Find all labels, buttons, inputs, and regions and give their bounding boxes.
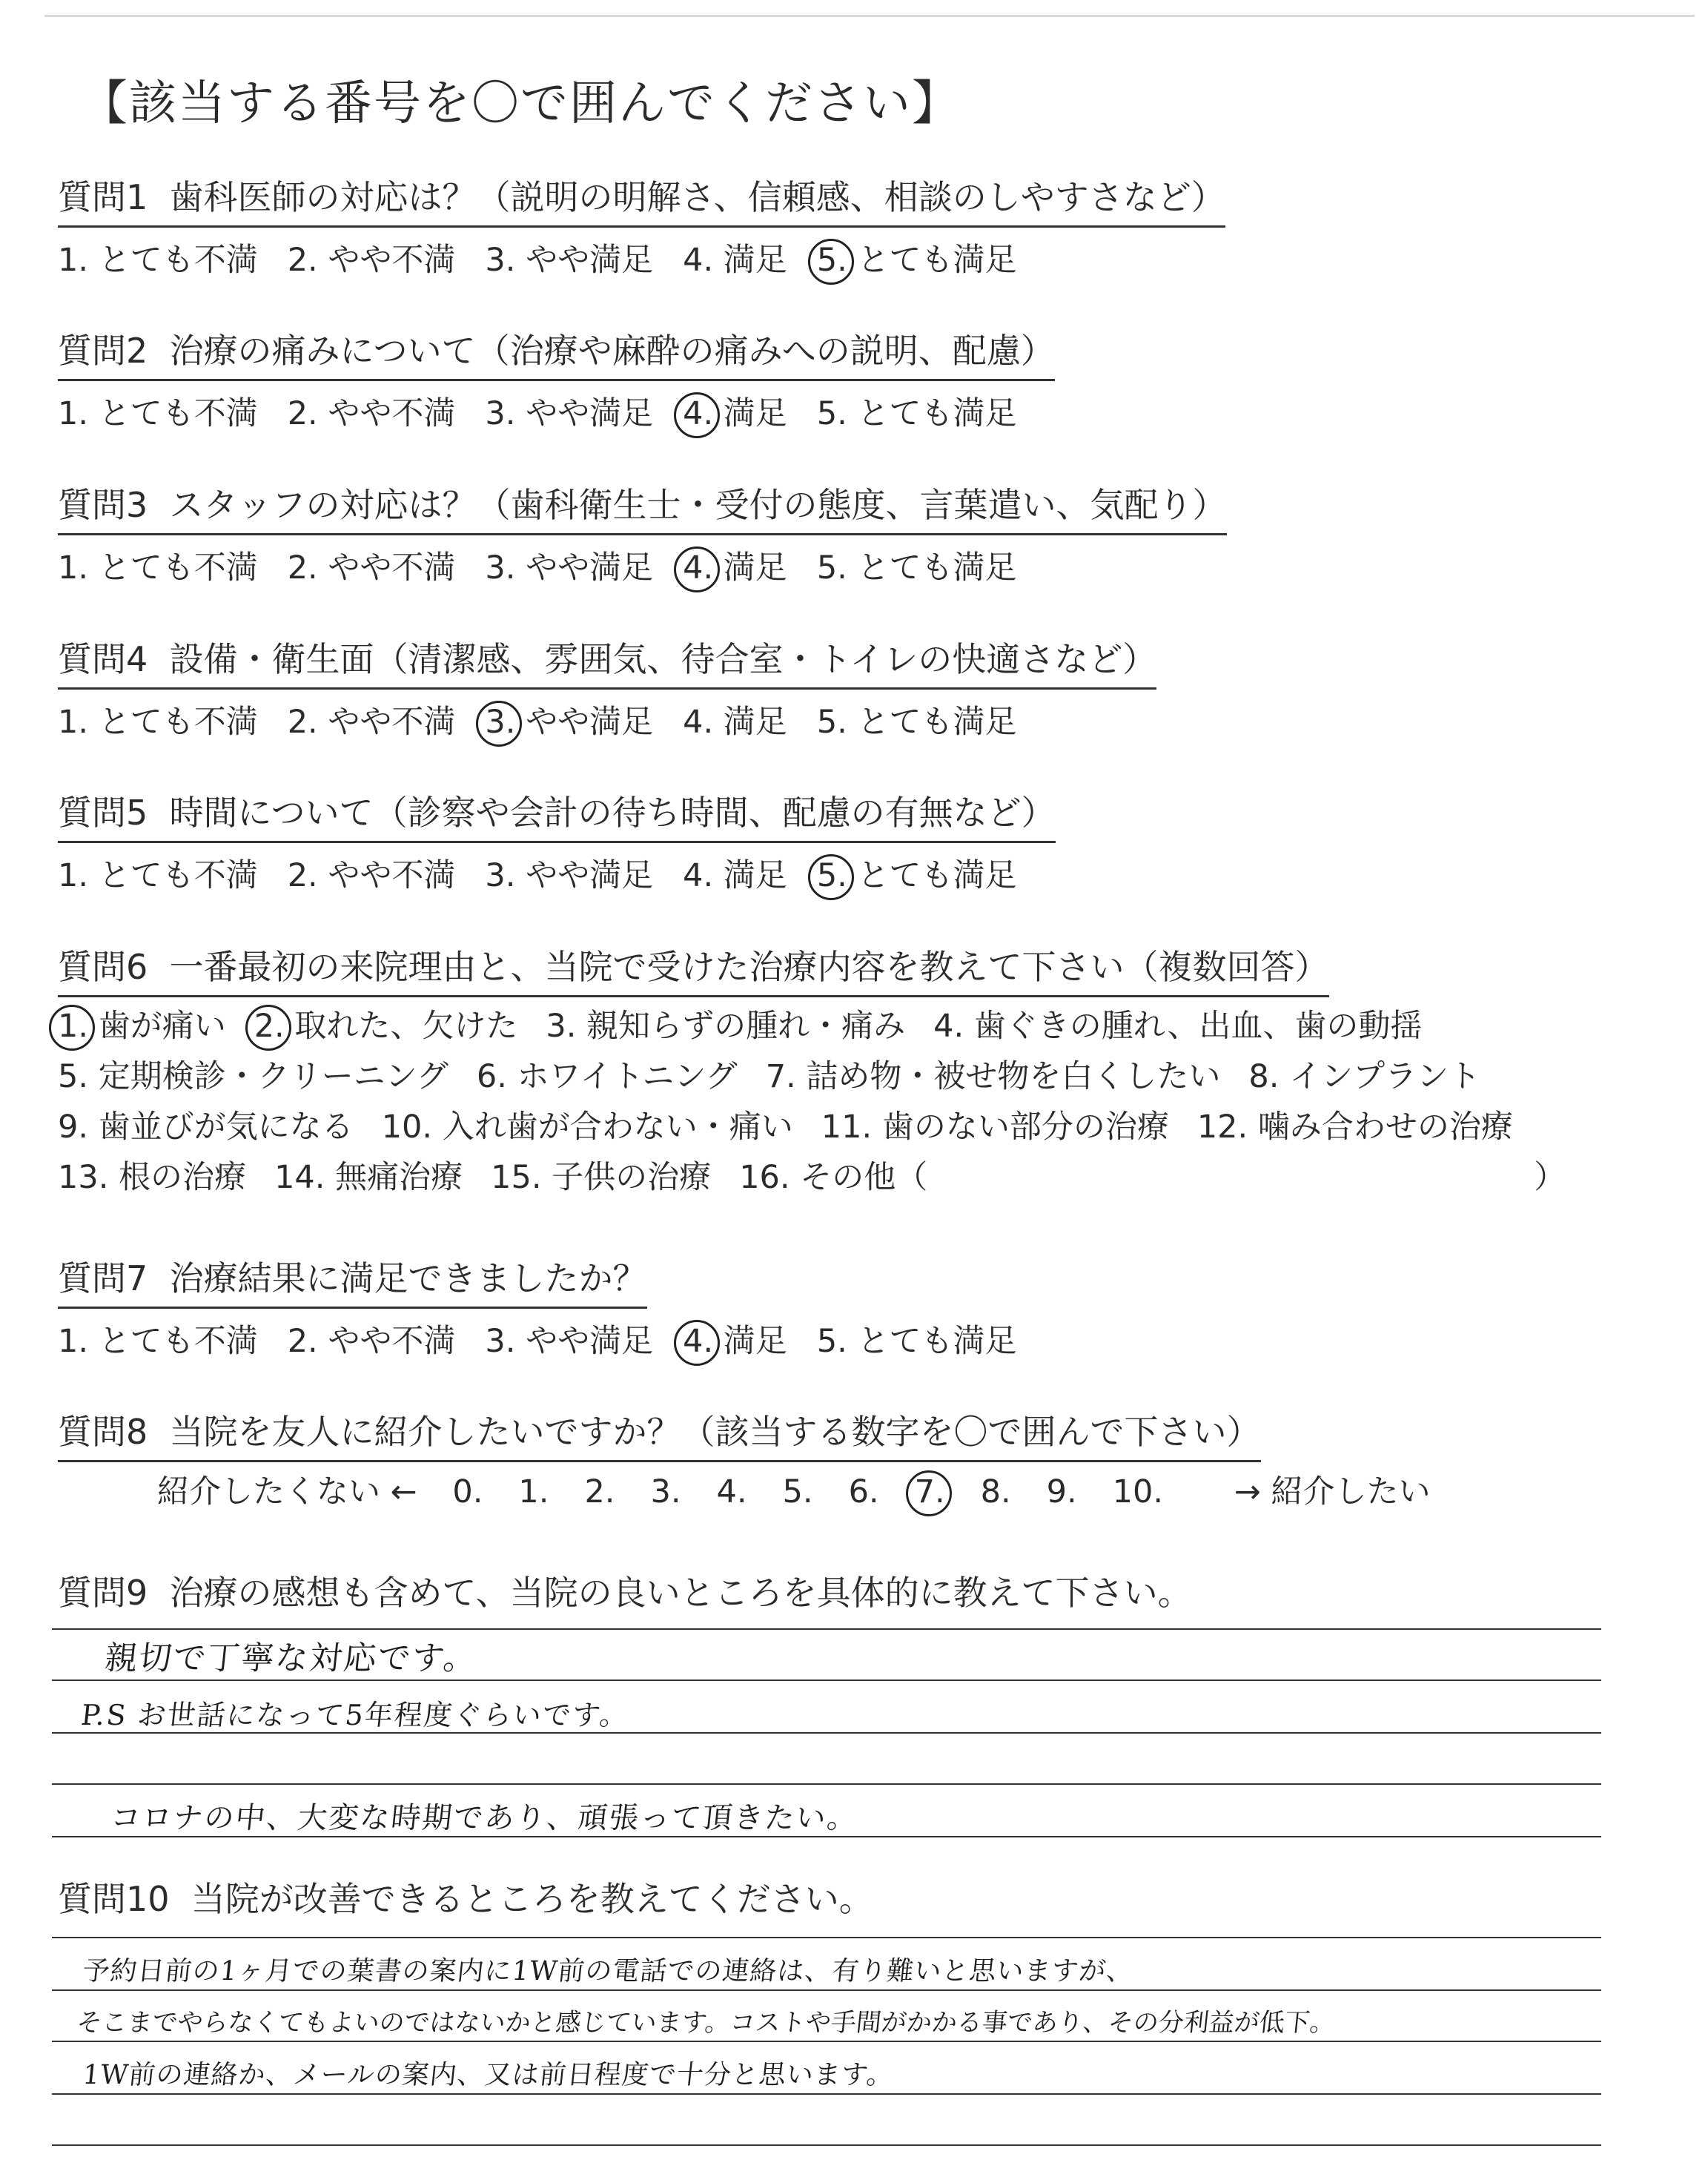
rating-option[interactable]	[817, 851, 1017, 896]
option-number: 4.	[933, 1008, 964, 1045]
option-number: 4.	[683, 395, 714, 432]
q6-option[interactable]	[274, 1152, 463, 1198]
option-number: 7.	[765, 1058, 796, 1095]
question-1-options	[58, 235, 1225, 280]
option-label: 詰め物・被せ物を白くしたい	[795, 1058, 1221, 1095]
question-2	[58, 324, 1055, 434]
rating-option[interactable]	[288, 1316, 456, 1361]
rating-option[interactable]	[817, 1316, 1017, 1361]
option-label: 満足	[713, 242, 787, 279]
rating-option[interactable]	[288, 851, 456, 896]
question-10-title: 質問10 当院が改善できるところを教えてください。	[58, 1879, 873, 1919]
option-label: 満足	[713, 704, 787, 741]
option-number: 2.	[287, 395, 318, 432]
question-6-options-row-3	[58, 1102, 1541, 1147]
option-number: 2.	[287, 242, 318, 279]
rating-option[interactable]	[485, 851, 653, 896]
option-label: やや不満	[317, 549, 456, 587]
option-label: やや満足	[515, 549, 654, 587]
scale-number[interactable]: 0.	[452, 1473, 483, 1510]
option-label: とても不満	[88, 549, 258, 587]
q6-option[interactable]	[546, 1001, 905, 1046]
option-number: 2.	[287, 1323, 318, 1360]
question-5-title: 質問5 時間について（診察や会計の待ち時間、配慮の有無など）	[58, 786, 1056, 843]
rule-line	[52, 1937, 1601, 1938]
rating-option[interactable]	[58, 851, 258, 896]
q6-option[interactable]	[254, 1001, 518, 1046]
question-8	[58, 1405, 1261, 1462]
q9-answer-line-2: P.S お世話になって5年程度ぐらいです。	[79, 1699, 632, 1731]
option-label: インプラント	[1279, 1058, 1481, 1095]
option-number: 5.	[816, 395, 847, 432]
q6-option[interactable]	[58, 1152, 246, 1198]
q6-option[interactable]	[1197, 1102, 1513, 1147]
rating-option[interactable]	[683, 851, 787, 896]
option-label: とても満足	[847, 704, 1017, 741]
q10-answer-line-1: 予約日前の1ヶ月での葉書の案内に1W前の電話での連絡は、有り難いと思いますが、	[81, 1956, 1136, 1986]
rule-line	[52, 1989, 1601, 1991]
option-label: やや不満	[317, 704, 456, 741]
scale-number[interactable]: 8.	[980, 1473, 1011, 1510]
question-7-title: 質問7 治療結果に満足できましたか？	[58, 1252, 647, 1309]
rating-option[interactable]	[817, 389, 1017, 434]
rule-line	[52, 1783, 1601, 1785]
option-number: 5.	[816, 857, 847, 894]
rule-line	[52, 1628, 1601, 1630]
scale-number[interactable]: 9.	[1046, 1473, 1077, 1510]
option-label: とても満足	[847, 857, 1017, 894]
option-label: とても不満	[88, 1323, 258, 1360]
q9-answer-line-1: 親切で丁寧な対応です。	[102, 1639, 480, 1677]
option-number: 1.	[58, 1323, 89, 1360]
option-number: 16.	[739, 1159, 790, 1196]
q6-option[interactable]	[821, 1102, 1169, 1147]
option-label: やや不満	[317, 395, 456, 432]
question-5-options	[58, 851, 1056, 896]
option-number: 2.	[254, 1008, 285, 1045]
option-label: 取れた、欠けた	[284, 1008, 518, 1045]
rating-option[interactable]	[288, 543, 456, 588]
option-label: 歯が痛い	[88, 1008, 226, 1045]
rating-option[interactable]	[683, 389, 787, 434]
question-6-options-row-1	[58, 1001, 1450, 1046]
question-1	[58, 171, 1225, 280]
scale-number[interactable]: 4.	[716, 1473, 747, 1510]
option-label: 噛み合わせの治療	[1248, 1109, 1513, 1146]
option-number: 4.	[683, 549, 714, 587]
option-number: 4.	[683, 704, 714, 741]
option-label: とても満足	[847, 395, 1017, 432]
scale-numbers	[452, 1473, 1199, 1510]
option-label: やや満足	[515, 1323, 654, 1360]
rating-option[interactable]	[58, 543, 258, 588]
option-label: 満足	[713, 1323, 787, 1360]
rating-option[interactable]	[683, 543, 787, 588]
option-label: その他（	[790, 1159, 928, 1196]
rating-option[interactable]	[485, 235, 653, 280]
option-label: とても不満	[88, 242, 258, 279]
option-number: 3.	[546, 1008, 577, 1045]
question-6-options-row-4	[58, 1152, 1566, 1198]
rating-option[interactable]	[485, 697, 653, 742]
scale-number[interactable]: 1.	[518, 1473, 549, 1510]
option-number: 5.	[816, 242, 847, 279]
question-2-options	[58, 389, 1055, 434]
option-label: 歯のない部分の治療	[872, 1109, 1169, 1146]
question-7-options	[58, 1316, 1047, 1361]
other-close-paren: ）	[1534, 1159, 1566, 1196]
question-7	[58, 1252, 1047, 1361]
q6-option[interactable]	[739, 1152, 927, 1198]
rating-option[interactable]	[817, 235, 1017, 280]
option-number: 5.	[816, 1323, 847, 1360]
option-label: とても満足	[847, 242, 1017, 279]
rating-option[interactable]	[485, 543, 653, 588]
rating-option[interactable]	[485, 1316, 653, 1361]
q6-option[interactable]	[58, 1001, 226, 1046]
option-label: 無痛治療	[325, 1159, 463, 1196]
rule-line	[52, 2144, 1601, 2146]
question-3-options	[58, 543, 1227, 588]
option-number: 2.	[287, 549, 318, 587]
rating-option[interactable]	[288, 697, 456, 742]
rating-option[interactable]	[288, 389, 456, 434]
scale-number[interactable]: 5.	[782, 1473, 813, 1510]
question-5	[58, 786, 1056, 896]
rating-option[interactable]	[683, 235, 787, 280]
question-8-scale	[157, 1467, 1455, 1512]
option-number: 1.	[58, 1008, 89, 1045]
rating-option[interactable]	[58, 697, 258, 742]
rating-option[interactable]	[58, 389, 258, 434]
rating-option[interactable]	[58, 235, 258, 280]
question-4-title: 質問4 設備・衛生面（清潔感、雰囲気、待合室・トイレの快適さなど）	[58, 633, 1156, 690]
scale-number[interactable]: 10.	[1112, 1473, 1164, 1510]
option-label: とても満足	[847, 1323, 1017, 1360]
question-3	[58, 478, 1227, 588]
question-10	[58, 1872, 873, 1927]
option-label: やや満足	[515, 395, 654, 432]
scale-right-label: → 紹介したい	[1234, 1473, 1431, 1510]
option-label: やや満足	[515, 704, 654, 741]
question-9-title: 質問9 治療の感想も含めて、当院の良いところを具体的に教えて下さい。	[58, 1573, 1192, 1613]
option-label: 歯並びが気になる	[88, 1109, 354, 1146]
page-heading: 【該当する番号を〇で囲んでください】	[80, 76, 961, 131]
question-6-title: 質問6 一番最初の来院理由と、当院で受けた治療内容を教えて下さい（複数回答）	[58, 940, 1329, 997]
scale-number[interactable]: 7.	[914, 1473, 945, 1510]
question-9	[58, 1566, 1192, 1621]
rule-line	[52, 1680, 1601, 1681]
option-number: 4.	[683, 242, 714, 279]
question-4-options	[58, 697, 1156, 742]
option-number: 12.	[1196, 1109, 1248, 1146]
option-label: やや満足	[515, 242, 654, 279]
q6-option[interactable]	[382, 1102, 793, 1147]
option-label: やや不満	[317, 1323, 456, 1360]
option-label: 根の治療	[108, 1159, 247, 1196]
q6-option[interactable]	[477, 1051, 738, 1097]
q6-option[interactable]	[1248, 1051, 1480, 1097]
q6-option[interactable]	[933, 1001, 1422, 1046]
option-label: 定期検診・クリーニング	[88, 1058, 448, 1095]
rating-option[interactable]	[683, 1316, 787, 1361]
option-number: 10.	[381, 1109, 433, 1146]
option-number: 4.	[683, 1323, 714, 1360]
rule-line	[52, 2041, 1601, 2042]
option-label: やや不満	[317, 242, 456, 279]
option-number: 1.	[58, 549, 89, 587]
question-2-title: 質問2 治療の痛みについて（治療や麻酔の痛みへの説明、配慮）	[58, 324, 1055, 381]
option-label: とても不満	[88, 395, 258, 432]
q10-answer-line-2: そこまでやらなくてもよいのではないかと感じています。コストや手間がかかる事であり、その分利益が低下。	[75, 2008, 1337, 2038]
rule-line	[52, 2093, 1601, 2095]
option-label: 満足	[713, 857, 787, 894]
scale-number[interactable]: 6.	[848, 1473, 879, 1510]
option-label: 親知らずの腫れ・痛み	[576, 1008, 906, 1045]
option-label: ホワイトニング	[506, 1058, 738, 1095]
option-number: 1.	[58, 704, 89, 741]
rating-option[interactable]	[288, 235, 456, 280]
q6-option[interactable]	[766, 1051, 1221, 1097]
rating-option[interactable]	[683, 697, 787, 742]
option-number: 14.	[274, 1159, 325, 1196]
option-label: 歯ぐきの腫れ、出血、歯の動揺	[964, 1008, 1423, 1045]
q9-answer-line-4: コロナの中、大変な時期であり、頑張って頂きたい。	[109, 1801, 861, 1835]
option-label: 満足	[713, 395, 787, 432]
option-label: やや満足	[515, 857, 654, 894]
rating-option[interactable]	[817, 543, 1017, 588]
option-label: とても不満	[88, 857, 258, 894]
option-number: 2.	[287, 704, 318, 741]
option-label: 入れ歯が合わない・痛い	[432, 1109, 793, 1146]
option-number: 3.	[485, 549, 516, 587]
option-number: 8.	[1248, 1058, 1280, 1095]
option-number: 3.	[485, 704, 516, 741]
option-number: 5.	[816, 704, 847, 741]
option-label: 満足	[713, 549, 787, 587]
top-border	[44, 15, 1695, 17]
question-4	[58, 633, 1156, 742]
option-number: 1.	[58, 395, 89, 432]
q6-option[interactable]	[58, 1102, 354, 1147]
question-6-options-row-2	[58, 1051, 1509, 1097]
option-number: 3.	[485, 395, 516, 432]
rating-option[interactable]	[817, 697, 1017, 742]
q6-option[interactable]	[491, 1152, 711, 1198]
option-number: 1.	[58, 857, 89, 894]
option-number: 3.	[485, 857, 516, 894]
option-number: 5.	[816, 549, 847, 587]
q10-answer-line-3: 1W前の連絡か、メールの案内、又は前日程度で十分と思います。	[81, 2060, 896, 2090]
scale-number[interactable]: 2.	[584, 1473, 615, 1510]
option-number: 1.	[58, 242, 89, 279]
option-label: とても不満	[88, 704, 258, 741]
q6-option[interactable]	[58, 1051, 448, 1097]
question-8-title: 質問8 当院を友人に紹介したいですか？（該当する数字を〇で囲んで下さい）	[58, 1405, 1261, 1462]
option-number: 11.	[821, 1109, 873, 1146]
option-number: 13.	[58, 1159, 109, 1196]
option-number: 2.	[287, 857, 318, 894]
option-label: 子供の治療	[541, 1159, 712, 1196]
rating-option[interactable]	[485, 389, 653, 434]
option-label: とても満足	[847, 549, 1017, 587]
option-number: 5.	[58, 1058, 89, 1095]
scale-left-label: 紹介したくない ←	[157, 1473, 417, 1510]
option-number: 6.	[476, 1058, 507, 1095]
option-label: やや不満	[317, 857, 456, 894]
question-3-title: 質問3 スタッフの対応は？（歯科衛生士・受付の態度、言葉遣い、気配り）	[58, 478, 1227, 535]
question-6	[58, 940, 1329, 997]
option-number: 4.	[683, 857, 714, 894]
question-1-title: 質問1 歯科医師の対応は？（説明の明解さ、信頼感、相談のしやすさなど）	[58, 171, 1225, 228]
option-number: 3.	[485, 242, 516, 279]
option-number: 3.	[485, 1323, 516, 1360]
rating-option[interactable]	[58, 1316, 258, 1361]
scale-number[interactable]: 3.	[650, 1473, 681, 1510]
option-number: 9.	[58, 1109, 89, 1146]
option-number: 15.	[491, 1159, 542, 1196]
